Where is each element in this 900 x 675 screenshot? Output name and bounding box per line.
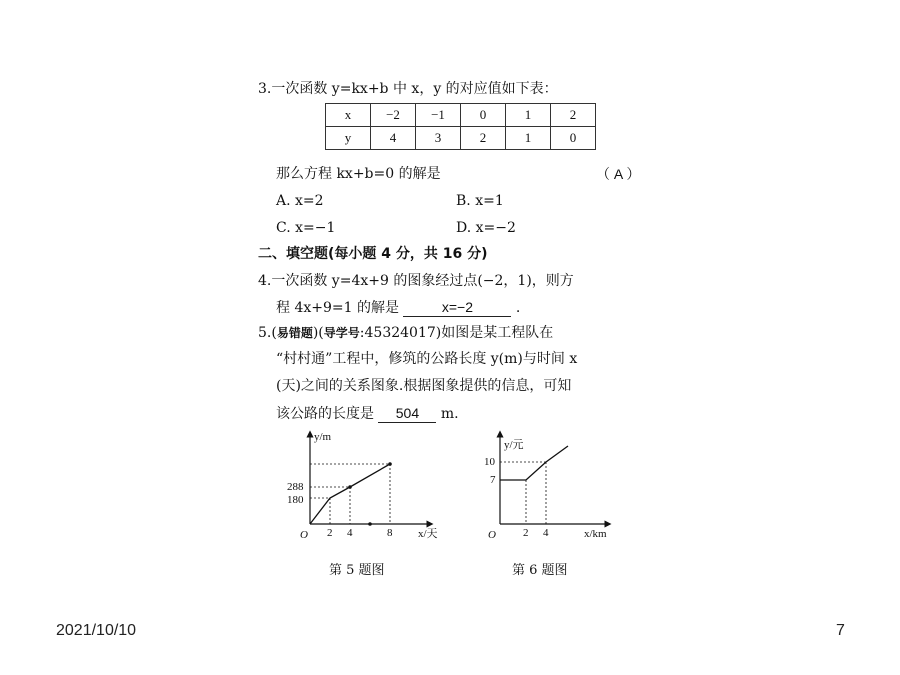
q4-line2-prefix: 程 4x+9=1 的解是 xyxy=(276,300,399,316)
table-cell: 1 xyxy=(506,104,551,127)
table-header-x: x xyxy=(326,104,371,127)
q5-answer: 504 xyxy=(378,404,436,423)
fig6-origin: O xyxy=(488,529,496,541)
fig6-x-label: x/km xyxy=(584,528,607,540)
fig6-x-tick: 2 xyxy=(523,527,529,539)
page-number: 7 xyxy=(836,622,845,639)
q5-mid: )( xyxy=(312,325,324,341)
q5-line2: “村村通”工程中，修筑的公路长度 y(m)与时间 x xyxy=(276,351,578,367)
q5-tag-easy-error: 易错题 xyxy=(276,326,313,340)
q5-num: 5.( xyxy=(258,325,277,341)
fig5-x-tick: 2 xyxy=(327,527,333,539)
q3-option-a: A. x=2 xyxy=(276,193,324,209)
table-cell: −1 xyxy=(416,104,461,127)
fig5-y-label: y/m xyxy=(314,431,332,443)
q3-question: 那么方程 kx+b=0 的解是 xyxy=(276,166,441,182)
q3-stem: 3.一次函数 y=kx+b 中 x，y 的对应值如下表： xyxy=(258,81,558,97)
q4-answer: x=−2 xyxy=(403,298,511,317)
figure-6-graph xyxy=(470,428,620,548)
fig6-y-tick: 7 xyxy=(490,474,496,486)
fig5-point xyxy=(348,485,352,489)
table-cell: 4 xyxy=(371,127,416,150)
fig6-y-label: y/元 xyxy=(504,439,524,451)
section-title: 二、填空题(每小题 4 分，共 16 分) xyxy=(258,246,488,262)
table-cell: −2 xyxy=(371,104,416,127)
figure-5-graph xyxy=(280,428,440,548)
q4-line2-suffix: . xyxy=(515,300,521,316)
table-cell: 1 xyxy=(506,127,551,150)
table-cell: 0 xyxy=(461,104,506,127)
table-cell: 2 xyxy=(461,127,506,150)
fig5-x-tick: 4 xyxy=(347,527,353,539)
table-row-y xyxy=(326,127,596,150)
fig5-x-label: x/天 xyxy=(418,528,438,540)
q3-option-b: B. x=1 xyxy=(456,193,504,209)
footer-date: 2021/10/10 xyxy=(56,622,137,639)
table-cell: 0 xyxy=(551,127,596,150)
fig5-origin: O xyxy=(300,529,308,541)
fig6-x-tick: 4 xyxy=(543,527,549,539)
fig5-point xyxy=(368,522,372,526)
table-row-x xyxy=(326,104,596,127)
q5-line1-rest: :45324017)如图是某工程队在 xyxy=(359,325,554,341)
fig5-point xyxy=(388,462,392,466)
q5-line1 xyxy=(258,324,553,342)
fig6-y-tick: 10 xyxy=(484,456,495,468)
q3-answer: （ A ） xyxy=(596,166,641,182)
q4-line1: 4.一次函数 y=4x+9 的图象经过点(−2，1)，则方 xyxy=(258,273,574,289)
fig5-y-tick: 180 xyxy=(287,494,304,506)
q4-line2 xyxy=(276,298,520,317)
table-header-y: y xyxy=(326,127,371,150)
figure-6-caption: 第 6 题图 xyxy=(512,563,568,578)
table-cell: 2 xyxy=(551,104,596,127)
q5-line4-prefix: 该公路的长度是 xyxy=(276,406,374,422)
q3-option-c: C. x=−1 xyxy=(276,220,336,236)
q5-line3: (天)之间的关系图象.根据图象提供的信息，可知 xyxy=(276,378,572,394)
q5-tag-guide-number: 导学号 xyxy=(323,326,360,340)
table-cell: 3 xyxy=(416,127,461,150)
figure-5-caption: 第 5 题图 xyxy=(329,563,385,578)
fig5-x-tick: 8 xyxy=(387,527,393,539)
q3-option-d: D. x=−2 xyxy=(456,220,516,236)
fig6-line xyxy=(500,446,568,480)
value-table xyxy=(325,103,596,150)
q5-line4-suffix: m. xyxy=(440,406,459,422)
fig5-y-tick: 288 xyxy=(287,481,304,493)
q5-line4 xyxy=(276,404,459,423)
